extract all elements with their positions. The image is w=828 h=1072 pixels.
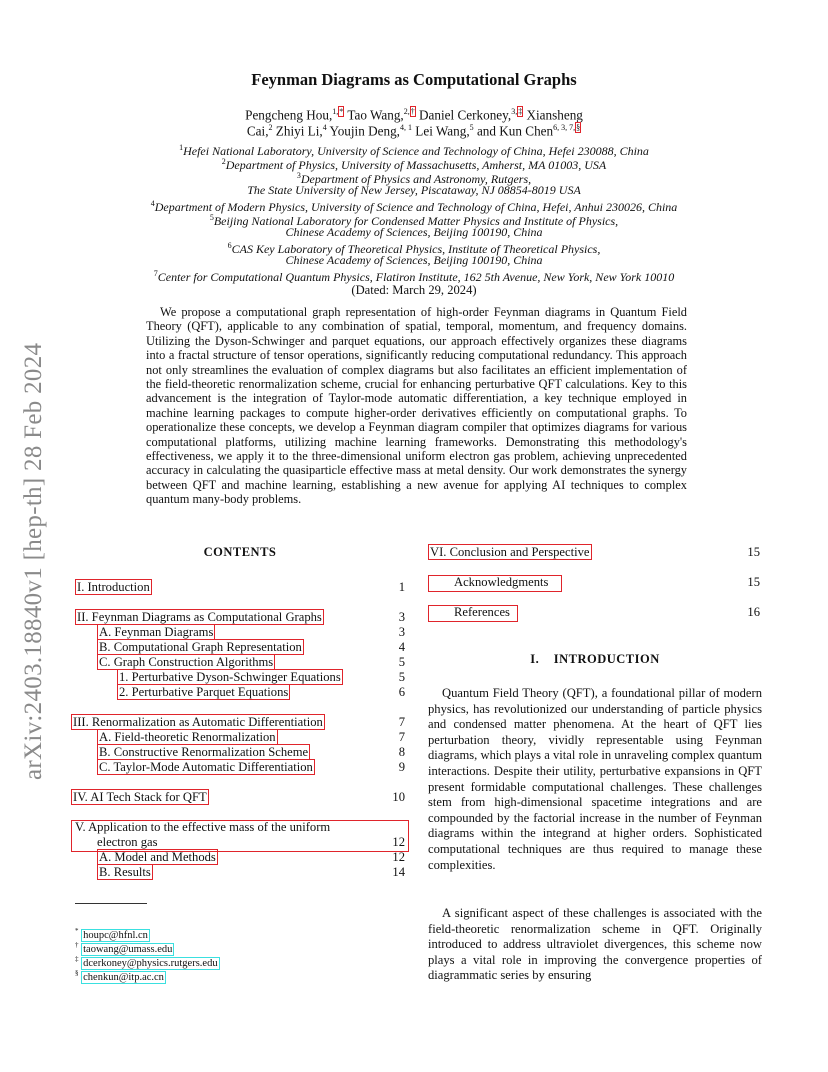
- toc-page: 3: [398, 610, 405, 624]
- author-affil-sup: 2: [268, 123, 273, 132]
- affiliation-number: 4: [150, 199, 155, 208]
- author-name: Zhiyi Li,: [275, 123, 323, 139]
- affiliation: [0, 253, 828, 267]
- author-footnote-link[interactable]: *: [339, 107, 344, 116]
- toc-entry[interactable]: [117, 670, 343, 685]
- toc-page: 1: [398, 580, 405, 594]
- paper-title: Feynman Diagrams as Computational Graphs: [251, 70, 577, 89]
- intro-paragraph-1: Quantum Field Theory (QFT), a foundational pillar of modern physics, has revolutionized our understanding of particle physics and condensed matter phenomena. At the heart of QFT lies perturbation theory, vividly representable using Feynman diagrams, which plays a vital role in unraveling complex quantum interactions. Despite their utility, perturbative expansions in QFT present formidable computational challenges. These challenges stem from high-dimensional spacetime integrations and are compounded by the factorial increase in the number of Feynman diagrams within the integrand at higher orders. Sophisticated computational techniques are thus required to manage these complexities.: [428, 686, 762, 872]
- section-heading: I. INTRODUCTION: [530, 652, 660, 666]
- toc-page: 6: [398, 685, 405, 699]
- abstract: We propose a computational graph representation of high-order Feynman diagrams in Quantum Field Theory (QFT), applicable to any combination of spatial, temporal, momentum, and frequency domains. Utilizing the Dyson-Schwinger and parquet equations, our approach effectively organizes these diagrams into a fractal structure of tensor operations, significantly reducing computational redundancy. This approach not only streamlines the evaluation of complex diagrams but also facilitates an efficient implementation of the field-theoretic renormalization scheme, crucial for enhancing perturbative QFT calculations. Key to this advancement is the integration of Taylor-mode automatic differentiation, a key technique employed in machine learning packages to compute higher-order derivatives efficiently on computational graphs. To operationalize these concepts, we develop a Feynman diagram compiler that optimizes diagrams for various computational platforms, utilizing machine learning frameworks. Demonstrating this methodology's effectiveness, we apply it to the three-dimensional uniform electron gas problem, achieving unprecedented accuracy in calculating the quasiparticle effective mass at metal density. Our work demonstrates the synergy between QFT and machine learning, establishing a new avenue for applying AI techniques to complex quantum many-body problems.: [146, 305, 687, 507]
- affiliation-number: 7: [153, 269, 158, 278]
- author-affil-sup: 1,: [332, 107, 339, 116]
- toc-link[interactable]: IV. AI Tech Stack for QFT: [73, 790, 207, 804]
- email-link[interactable]: chenkun@itp.ac.cn: [83, 971, 164, 983]
- toc-link[interactable]: C. Taylor-Mode Automatic Differentiation: [99, 760, 313, 774]
- toc-entry[interactable]: [97, 640, 304, 655]
- toc-page: 12: [392, 850, 405, 864]
- toc-entry[interactable]: [117, 685, 290, 700]
- affiliation: [0, 267, 828, 284]
- toc-page: 12: [392, 835, 405, 849]
- toc-link[interactable]: B. Results: [99, 865, 151, 879]
- email-link[interactable]: taowang@umass.edu: [83, 943, 173, 955]
- author-list-line-2: [0, 120, 828, 139]
- toc-page: 7: [398, 730, 405, 744]
- toc-link[interactable]: 1. Perturbative Dyson-Schwinger Equations: [119, 670, 341, 684]
- toc-link[interactable]: References: [454, 605, 510, 619]
- author-affil-sup: 6, 3, 7,: [553, 123, 576, 132]
- toc-page: 4: [398, 640, 405, 654]
- author-footnote-link[interactable]: †: [410, 107, 415, 116]
- author-affil-sup: 5: [469, 123, 474, 132]
- toc-page: 5: [398, 670, 405, 684]
- footnote-rule: [75, 903, 147, 904]
- author-affil-sup: 4, 1: [399, 123, 412, 132]
- toc-link[interactable]: Acknowledgments: [454, 575, 549, 589]
- toc-link[interactable]: VI. Conclusion and Perspective: [430, 545, 590, 559]
- toc-page: 15: [747, 545, 760, 559]
- affiliation-text: Center for Computational Quantum Physics, Flatiron Institute, 162 5th Avenue, New York, New York 10010: [157, 270, 675, 284]
- toc-page: 15: [747, 575, 760, 589]
- author-name: Lei Wang,: [415, 123, 470, 139]
- author-name: Xiansheng: [526, 107, 583, 123]
- toc-link[interactable]: III. Renormalization as Automatic Differentiation: [73, 715, 323, 729]
- toc-right-column: [428, 545, 763, 625]
- toc-entry[interactable]: [97, 865, 153, 880]
- date-line: (Dated: March 29, 2024): [351, 283, 477, 297]
- toc-link[interactable]: C. Graph Construction Algorithms: [99, 655, 274, 669]
- contents-heading: CONTENTS: [203, 545, 277, 559]
- intro-paragraph-2: A significant aspect of these challenges is associated with the field-theoretic renormalization scheme in QFT. Originally introduced to address ultraviolet divergences, this scheme now plays a vital role in improving the convergence properties of diagrammatic series by ensuring: [428, 906, 762, 983]
- footnote-mark: ‡: [75, 955, 79, 963]
- affiliation-text: Chinese Academy of Sciences, Beijing 100190, China: [285, 225, 543, 239]
- footnote: [75, 966, 166, 985]
- toc-link[interactable]: I. Introduction: [77, 580, 150, 594]
- toc-link[interactable]: electron gas: [97, 835, 158, 849]
- author-affil-sup: 4: [322, 123, 327, 132]
- author-affil-sup: 2,: [403, 107, 410, 116]
- toc-link[interactable]: 2. Perturbative Parquet Equations: [119, 685, 289, 699]
- author-name: Pengcheng Hou,: [245, 107, 333, 123]
- author-name: and Kun Chen: [476, 123, 554, 139]
- toc-entry[interactable]: [97, 730, 278, 745]
- affiliation-number: 5: [209, 213, 214, 222]
- affiliation-text: Hefei National Laboratory, University of Science and Technology of China, Hefei 230088, China: [183, 144, 649, 158]
- toc-page: 16: [747, 605, 760, 619]
- toc-entry[interactable]: [97, 850, 218, 865]
- affiliation-number: 2: [221, 157, 226, 166]
- toc-link[interactable]: A. Model and Methods: [99, 850, 216, 864]
- toc-entry[interactable]: [75, 610, 324, 625]
- toc-link[interactable]: A. Feynman Diagrams: [99, 625, 214, 639]
- author-name: Tao Wang,: [347, 107, 404, 123]
- author-footnote-link[interactable]: ‡: [518, 107, 523, 116]
- toc-entry[interactable]: [97, 760, 315, 775]
- toc-page: 8: [398, 745, 405, 759]
- toc-link[interactable]: V. Application to the effective mass of the uniform: [75, 820, 331, 834]
- affiliation-text: Department of Physics and Astronomy, Rutgers,: [300, 172, 532, 186]
- author-name: Youjin Deng,: [329, 123, 400, 139]
- author-name: Daniel Cerkoney,: [419, 107, 512, 123]
- affiliation-text: Beijing National Laboratory for Condensed Matter Physics and Institute of Physics,: [213, 214, 619, 228]
- toc-page: 7: [398, 715, 405, 729]
- footnote-mark: *: [75, 927, 79, 935]
- toc-page: 14: [392, 865, 405, 879]
- email-link[interactable]: houpc@hfnl.cn: [83, 929, 148, 941]
- affiliation: [0, 225, 828, 239]
- affiliation-number: 6: [227, 241, 232, 250]
- author-affil-sup: 3,: [511, 107, 518, 116]
- footnote-mark: §: [75, 969, 79, 977]
- author-name: Cai,: [246, 123, 269, 139]
- affiliation-text: CAS Key Laboratory of Theoretical Physics, Institute of Theoretical Physics,: [231, 242, 601, 256]
- author-footnote-link[interactable]: §: [576, 123, 581, 132]
- affiliation-number: 1: [179, 143, 184, 152]
- email-link[interactable]: dcerkoney@physics.rutgers.edu: [83, 957, 218, 969]
- toc-link[interactable]: II. Feynman Diagrams as Computational Graphs: [77, 610, 322, 624]
- toc-link[interactable]: A. Field-theoretic Renormalization: [99, 730, 276, 744]
- toc-entry[interactable]: [71, 790, 209, 805]
- toc-left-column: [75, 580, 405, 880]
- toc-entry[interactable]: [428, 545, 592, 560]
- toc-entry[interactable]: [97, 625, 215, 640]
- affiliation-text: Department of Physics, University of Massachusetts, Amherst, MA 01003, USA: [225, 158, 607, 172]
- affiliation-text: Chinese Academy of Sciences, Beijing 100190, China: [285, 253, 543, 267]
- toc-page: 3: [398, 625, 405, 639]
- affiliation-text: The State University of New Jersey, Piscataway, NJ 08854-8019 USA: [247, 183, 581, 197]
- affiliation-number: 3: [296, 171, 301, 180]
- toc-entry[interactable]: [97, 745, 310, 760]
- toc-page: 9: [398, 760, 405, 774]
- toc-link[interactable]: B. Constructive Renormalization Scheme: [99, 745, 309, 759]
- arxiv-id-text: arXiv:2403.18840v1 [hep-th] 28 Feb 2024: [20, 342, 47, 780]
- toc-page: 10: [392, 790, 405, 804]
- toc-entry[interactable]: [75, 580, 152, 595]
- affiliation: [0, 183, 828, 197]
- arxiv-identifier: [20, 342, 60, 820]
- toc-entry[interactable]: [97, 655, 275, 670]
- toc-page: 5: [398, 655, 405, 669]
- toc-link[interactable]: B. Computational Graph Representation: [99, 640, 302, 654]
- toc-entry[interactable]: [71, 715, 325, 730]
- footnote-mark: †: [75, 941, 79, 949]
- affiliation-text: Department of Modern Physics, University of Science and Technology of China, Hefei, Anhui 230026, China: [154, 200, 678, 214]
